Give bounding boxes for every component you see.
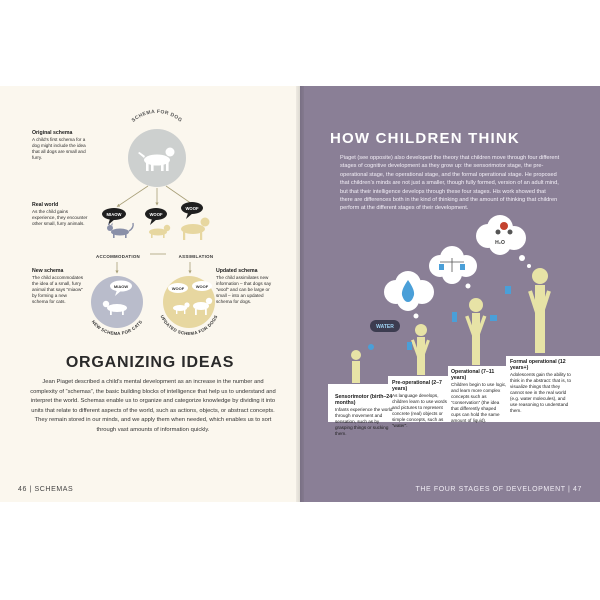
updated-schema-for-dogs-caption: UPDATED SCHEMA FOR DOGS [159, 314, 219, 337]
speech-bubble-woof-dog-2 [192, 281, 212, 291]
stage-operational [451, 369, 507, 424]
four-stages-illustration [300, 86, 600, 502]
cup-icon-2 [407, 342, 412, 350]
thought-cloud-water [384, 271, 434, 319]
svg-text:SCHEMA FOR DOG [131, 109, 183, 124]
stage-sensorimotor [335, 394, 393, 437]
note-new-schema-title: New schema [32, 268, 64, 274]
svg-text:WOOF: WOOF [171, 286, 185, 291]
left-page [0, 86, 300, 502]
stage-operational-text: Children begin to use logic, and learn more complex concepts such as “conservation” (the idea that differently shaped cups can hold the same amount of liquid). [451, 382, 507, 423]
h2o-label: H₂O [495, 240, 505, 246]
schema-for-dog-caption: SCHEMA FOR DOG [130, 108, 184, 124]
stage-sensorimotor-title: Sensorimotor (birth–24 months) [335, 394, 393, 406]
note-updated-schema-text: The child assimilates new information – that dogs say “woof” and can be large or small – into an updated schema for dogs. [216, 275, 272, 304]
stage-pre-operational [392, 380, 450, 429]
stage-pre-operational-title: Pre-operational (2–7 years) [392, 380, 442, 392]
cup-icon-3b [490, 315, 497, 321]
speech-bubble-woof-dog-1 [168, 283, 188, 293]
book-spread [0, 86, 600, 502]
note-original-title: Original schema [32, 130, 73, 136]
right-footer: THE FOUR STAGES OF DEVELOPMENT | 47 [415, 486, 582, 493]
stage-formal-operational-text: Adolescents gain the ability to think in the abstract: that is, to visualize things that they cannot see in the real world (e.g. water molecules), and use reasoning to understand them. [510, 372, 572, 413]
sensorimotor-figure [351, 350, 361, 383]
note-real-world [32, 202, 90, 227]
operational-figure [465, 298, 486, 365]
note-real-world-title: Real world [32, 202, 59, 208]
water-label: WATER [376, 324, 394, 330]
water-label-badge [370, 320, 400, 332]
cup-icon-4 [505, 286, 511, 294]
svg-text:WOOF: WOOF [149, 212, 163, 217]
thought-cloud-h2o [476, 215, 531, 268]
assimilation-label: ASSIMILATION [178, 254, 214, 259]
speech-bubble-miaow [102, 208, 126, 225]
new-schema-for-cats-caption: NEW SCHEMA FOR CATS [90, 319, 144, 337]
organizing-ideas-heading: ORGANIZING IDEAS [65, 354, 235, 371]
how-children-think-body: Piaget (see opposite) also developed the theory that children move through four different stages of cognitive development as they grow up: the sensorimotor stage, the pre-operational stage, the operational stage, and the formal operational stage. He proposed that children’s minds are not just a smaller, though fully formed, version of an adult mind, but that their intelligence develops through these four stages. His work showed that there are differences both in the kind of thinking and the amount of thinking that children perform at the different stages of their development. [340, 155, 560, 212]
speech-bubble-woof-small [145, 208, 167, 225]
note-new-schema-text: The child accommodates the idea of a small, furry animal that says “miaow” by forming a new schema for cats. [32, 275, 84, 304]
cup-icon-3a [452, 312, 457, 322]
stage-pre-operational-text: As language develops, children learn to use words and pictures to represent concrete (real) objects or simple concepts, such as “water”. [392, 393, 447, 428]
stage-sensorimotor-text: Infants experience the world through movement and sensation, such as by grasping things or sucking them. [335, 407, 393, 436]
note-original-schema [32, 130, 92, 161]
note-new-schema [32, 268, 84, 305]
svg-text:MIAOW: MIAOW [113, 284, 129, 289]
stage-formal-operational-title: Formal operational (12 years+) [510, 359, 566, 371]
svg-text:WOOF: WOOF [195, 284, 209, 289]
accommodation-label: ACCOMMODATION [95, 254, 141, 259]
svg-text:WOOF: WOOF [185, 206, 199, 211]
note-original-text: A child’s first schema for a dog might include the idea that all dogs are small and furry. [32, 137, 86, 160]
small-dog-icon [149, 225, 170, 238]
pre-operational-figure [411, 324, 430, 375]
svg-text:MIAOW: MIAOW [106, 212, 122, 217]
rattle-icon [368, 344, 374, 350]
left-footer: 46 | SCHEMAS [18, 486, 74, 493]
stage-formal-operational [510, 359, 572, 414]
how-children-think-heading: HOW CHILDREN THINK [330, 130, 520, 147]
thought-cloud-balance [429, 246, 477, 289]
stage-operational-title: Operational (7–11 years) [451, 369, 495, 381]
formal-operational-figure [528, 268, 551, 353]
note-updated-schema [216, 268, 274, 305]
large-dog-icon [181, 218, 210, 241]
speech-bubble-woof-large [181, 202, 203, 219]
cat-icon [107, 223, 133, 239]
note-updated-schema-title: Updated schema [216, 268, 258, 274]
organizing-ideas-body: Jean Piaget described a child’s mental development as an increase in the number and complexity of “schemas”, the basic building blocks of intelligence that help us to understand and interpret the world. Schemas enable us to organize and categorize knowledge by dividing it into units that relate to different aspects of the world, such as actions, objects, or abstract concepts. They remain stored in our minds, and we apply them when needed, which enables us to sort through vast amounts of information quickly. [30, 379, 276, 433]
note-real-world-text: As the child gains experience, they encounter other small, furry animals. [32, 209, 88, 226]
